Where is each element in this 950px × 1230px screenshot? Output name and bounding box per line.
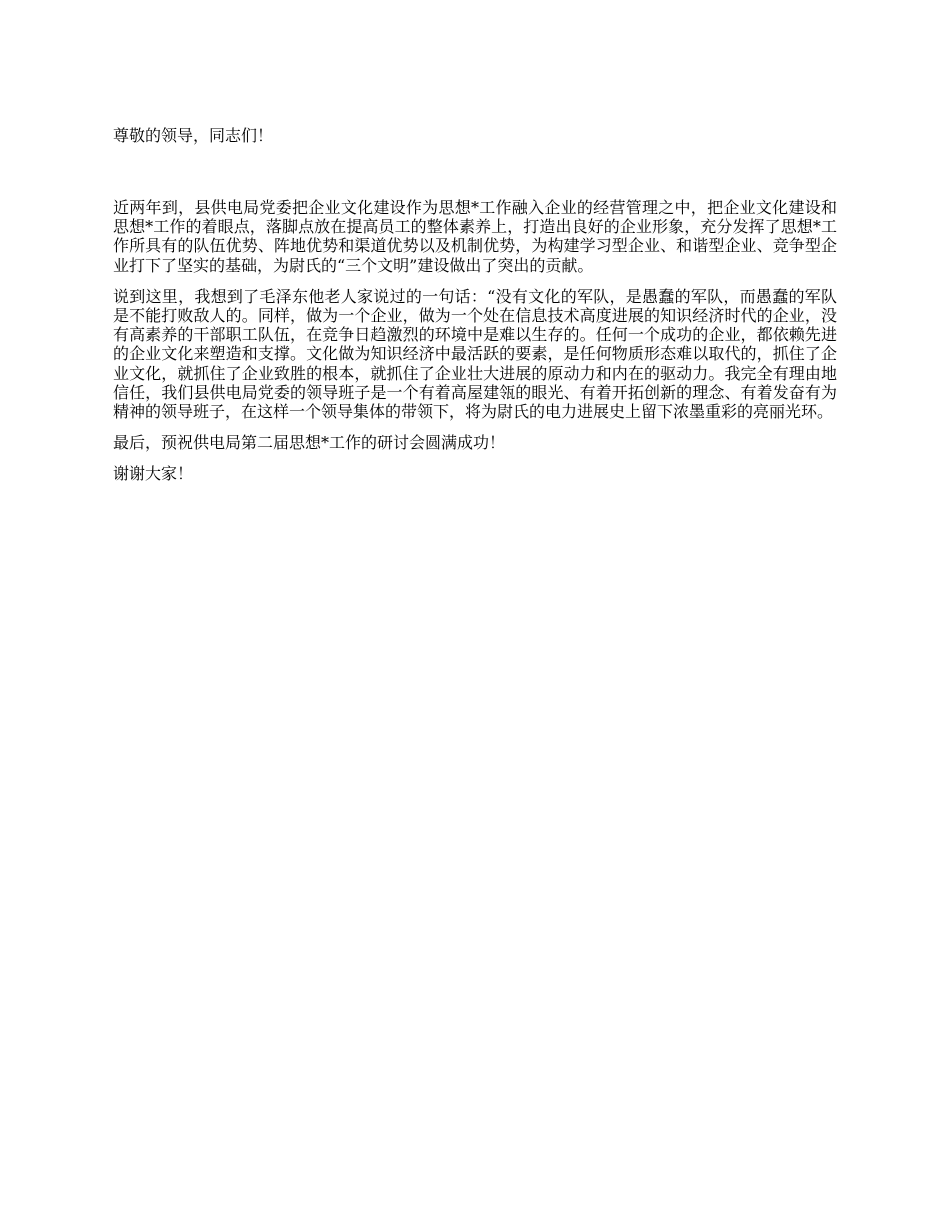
document-body [113,124,837,484]
paragraph-thanks: 谢谢大家！ [113,464,194,484]
paragraph-closing: 最后，预祝供电局第二届思想*工作的研讨会圆满成功！ [113,433,506,453]
paragraph-quote: 说到这里，我想到了毛泽东他老人家说过的一句话：“没有文化的军队，是愚蠢的军队，而愚蠢的军队是不能打败敌人的。同样，做为一个企业，做为一个处在信息技术高度进展的知识经济时代的企业，没有高素养的干部职工队伍，在竞争日趋激烈的环境中是难以生存的。任何一个成功的企业，都依赖先进的企业文化来塑造和支撑。文化做为知识经济中最活跃的要素，是任何物质形态难以取代的，抓住了企业文化，就抓住了企业致胜的根本，就抓住了企业壮大进展的原动力和内在的驱动力。我完全有理由地信任，我们县供电局党委的领导班子是一个有着高屋建瓴的眼光、有着开拓创新的理念、有着发奋有为精神的领导班子，在这样一个领导集体的带领下，将为尉氏的电力进展史上留下浓墨重彩的亮丽光环。 [113,286,837,422]
paragraph-intro: 近两年到，县供电局党委把企业文化建设作为思想*工作融入企业的经营管理之中，把企业文化建设和思想*工作的着眼点，落脚点放在提高员工的整体素养上，打造出良好的企业形象，充分发挥了思想*工作所具有的队伍优势、阵地优势和渠道优势以及机制优势，为构建学习型企业、和谐型企业、竞争型企业打下了坚实的基础，为尉氏的“三个文明”建设做出了突出的贡献。 [113,198,837,275]
salutation: 尊敬的领导，同志们！ [113,126,274,145]
